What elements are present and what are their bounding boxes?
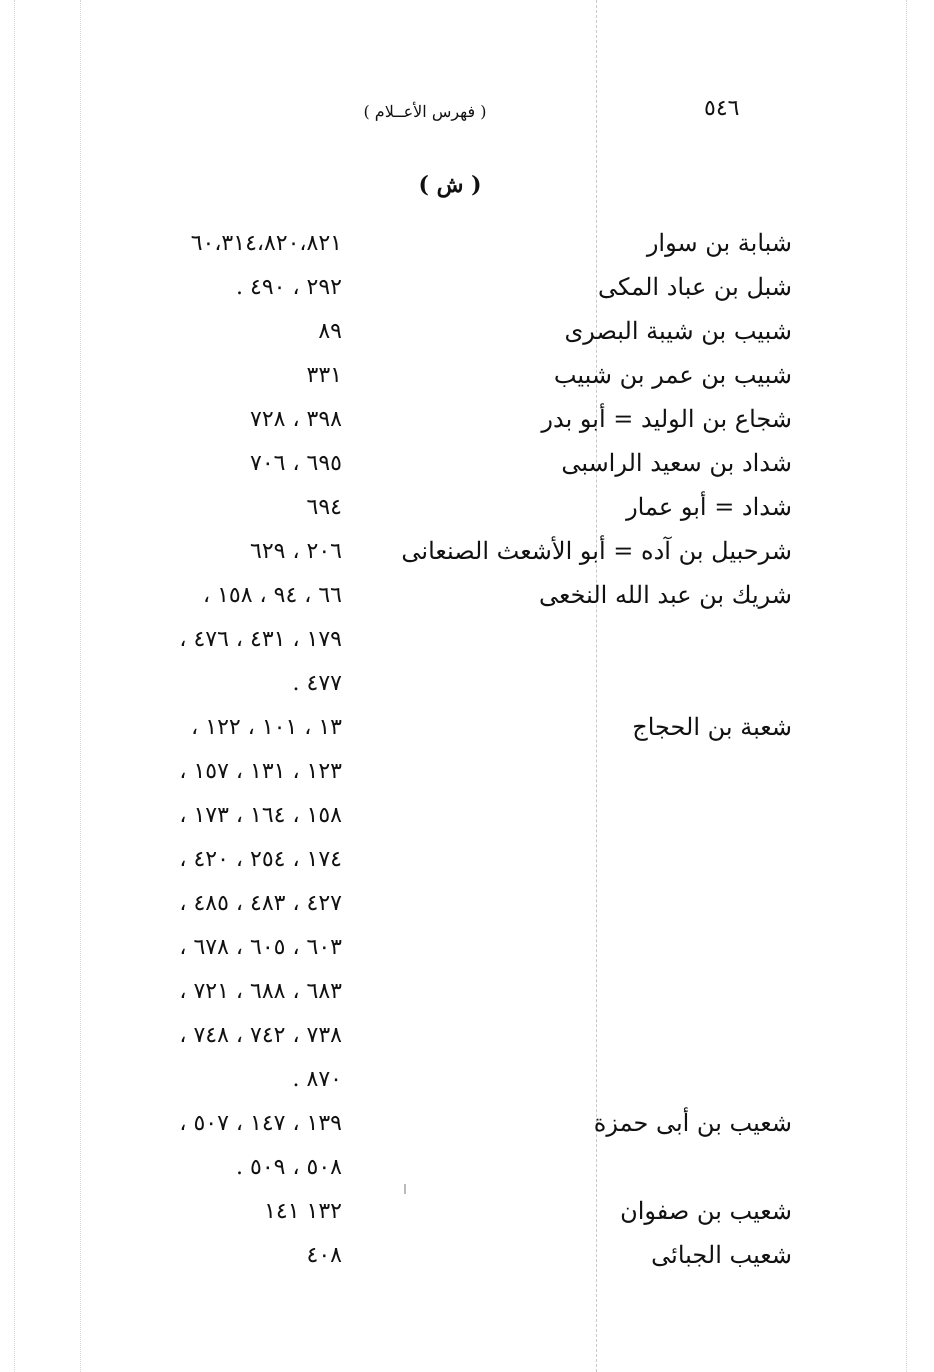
entry-name: شداد بن سعيد الراسبى <box>561 449 792 477</box>
entry-pages: ٣٩٨ ، ٧٢٨ <box>250 407 342 432</box>
running-title: ( فهرس الأعــلام ) <box>363 102 487 121</box>
index-entry <box>0 1191 934 1235</box>
entry-name: شعيب بن صفوان <box>620 1197 792 1225</box>
entry-name: شجاع بن الوليد = أبو بدر <box>541 405 792 433</box>
entry-name: شعيب الجبائى <box>651 1241 792 1269</box>
index-entry-continuation <box>0 839 934 883</box>
entry-pages: ٤٢٧ ، ٤٨٣ ، ٤٨٥ ، <box>179 891 342 916</box>
page-number: ٥٤٦ <box>704 96 740 121</box>
entry-pages: ١٣٢ ١٤١ <box>264 1199 342 1224</box>
entry-name: شبابة بن سوار <box>646 229 792 257</box>
entry-pages: ٦٠٣ ، ٦٠٥ ، ٦٧٨ ، <box>179 935 342 960</box>
entry-pages: ١٣ ، ١٠١ ، ١٢٢ ، <box>191 715 342 740</box>
index-entry-continuation <box>0 1059 934 1103</box>
section-heading: ( ش ) <box>418 172 482 198</box>
index-entry <box>0 399 934 443</box>
entry-pages: ٤٧٧ . <box>292 671 342 696</box>
index-entry <box>0 443 934 487</box>
index-entry-continuation <box>0 751 934 795</box>
index-entry <box>0 707 934 751</box>
index-entry <box>0 575 934 619</box>
index-entry <box>0 223 934 267</box>
entry-pages: ٥٠٨ ، ٥٠٩ . <box>236 1155 342 1180</box>
page-header <box>0 96 934 126</box>
index-entry-continuation <box>0 1015 934 1059</box>
index-entry <box>0 531 934 575</box>
index-entry <box>0 1235 934 1279</box>
entry-name: شبيب بن عمر بن شبيب <box>553 361 792 389</box>
index-entry-continuation <box>0 1147 934 1191</box>
entry-pages: ٢٩٢ ، ٤٩٠ . <box>236 275 342 300</box>
entry-name: شبل بن عباد المكى <box>597 273 792 301</box>
index-entry-continuation <box>0 795 934 839</box>
index-entry <box>0 1103 934 1147</box>
index-entry-continuation <box>0 927 934 971</box>
entry-pages: ٦٠،٣١٤،٨٢٠،٨٢١ <box>190 231 342 256</box>
entry-pages: ٦٩٤ <box>306 495 342 520</box>
entry-pages: ٨٩ <box>318 319 342 344</box>
entry-pages: ٦٩٥ ، ٧٠٦ <box>250 451 342 476</box>
entry-pages: ٢٠٦ ، ٦٢٩ <box>250 539 342 564</box>
entry-name: شداد = أبو عمار <box>626 493 792 521</box>
index-entry-continuation <box>0 663 934 707</box>
entry-pages: ١٥٨ ، ١٦٤ ، ١٧٣ ، <box>179 803 342 828</box>
entry-pages: ٦٨٣ ، ٦٨٨ ، ٧٢١ ، <box>179 979 342 1004</box>
entry-pages: ٣٣١ <box>306 363 342 388</box>
entry-pages: ٧٣٨ ، ٧٤٢ ، ٧٤٨ ، <box>179 1023 342 1048</box>
entry-name: شرحبيل بن آده = أبو الأشعث الصنعانى <box>401 537 792 565</box>
entry-name: شريك بن عبد الله النخعى <box>539 581 792 609</box>
entry-name: شعيب بن أبى حمزة <box>593 1109 792 1137</box>
index-entries <box>0 223 934 1279</box>
entry-pages: ٤٠٨ <box>306 1243 342 1268</box>
entry-name: شعبة بن الحجاج <box>632 713 792 741</box>
index-entry-continuation <box>0 971 934 1015</box>
index-entry <box>0 487 934 531</box>
index-entry-continuation <box>0 619 934 663</box>
entry-pages: ١٧٤ ، ٢٥٤ ، ٤٢٠ ، <box>179 847 342 872</box>
index-entry-continuation <box>0 883 934 927</box>
entry-name: شبيب بن شيبة البصرى <box>564 317 792 345</box>
index-entry <box>0 355 934 399</box>
entry-pages: ٨٧٠ . <box>292 1067 342 1092</box>
entry-pages: ١٧٩ ، ٤٣١ ، ٤٧٦ ، <box>179 627 342 652</box>
entry-pages: ١٢٣ ، ١٣١ ، ١٥٧ ، <box>179 759 342 784</box>
entry-pages: ١٣٩ ، ١٤٧ ، ٥٠٧ ، <box>179 1111 342 1136</box>
index-entry <box>0 311 934 355</box>
entry-pages: ٦٦ ، ٩٤ ، ١٥٨ ، <box>202 583 342 608</box>
index-entry <box>0 267 934 311</box>
